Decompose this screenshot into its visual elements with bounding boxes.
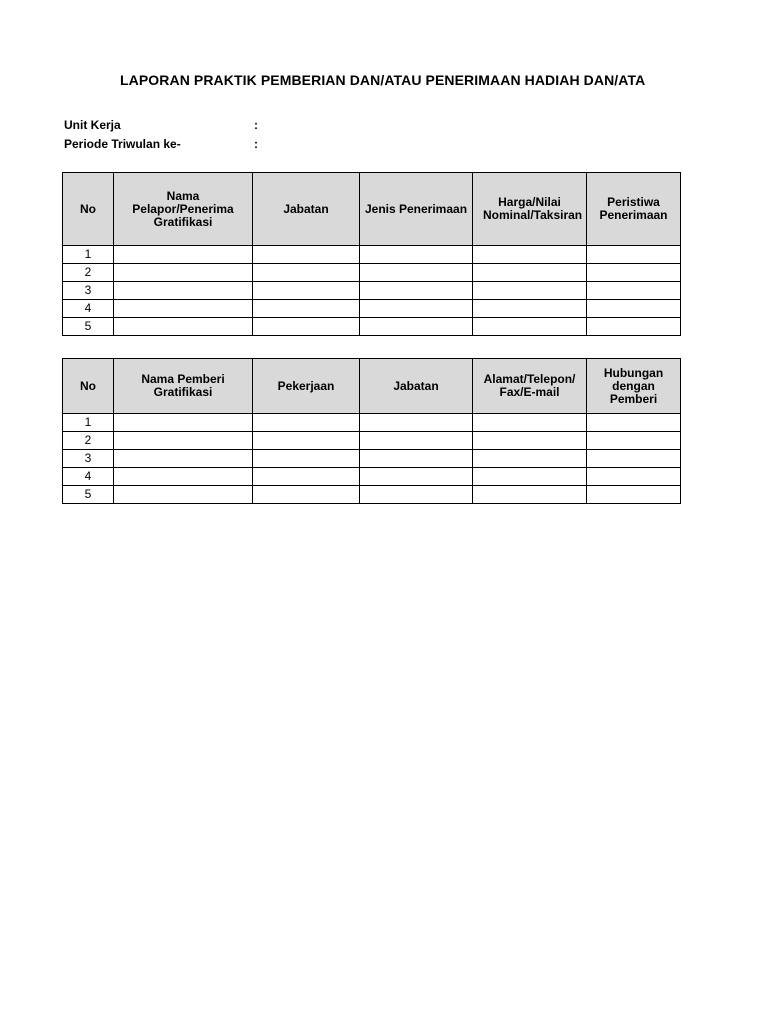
cell[interactable]: [360, 318, 473, 336]
cell[interactable]: [253, 432, 360, 450]
col-header-pekerjaan: Pekerjaan: [253, 359, 360, 414]
col-header-jabatan: Jabatan: [360, 359, 473, 414]
cell[interactable]: [587, 282, 681, 300]
col-header-no: No: [63, 173, 114, 246]
cell[interactable]: [587, 246, 681, 264]
cell[interactable]: [253, 318, 360, 336]
cell[interactable]: [360, 300, 473, 318]
cell[interactable]: [114, 282, 253, 300]
cell[interactable]: [360, 432, 473, 450]
col-header-harga-nilai: Harga/Nilai Nominal/Taksiran: [473, 173, 587, 246]
cell[interactable]: [360, 264, 473, 282]
table-row: [63, 432, 681, 450]
cell[interactable]: [473, 414, 587, 432]
cell[interactable]: [587, 414, 681, 432]
cell[interactable]: [253, 414, 360, 432]
row-number: 5: [63, 318, 114, 336]
cell[interactable]: [360, 486, 473, 504]
field-colon: :: [254, 118, 258, 132]
table-row: [63, 414, 681, 432]
cell[interactable]: [360, 282, 473, 300]
cell[interactable]: [473, 282, 587, 300]
cell[interactable]: [114, 318, 253, 336]
table-header-row: [63, 359, 681, 414]
cell[interactable]: [114, 468, 253, 486]
cell[interactable]: [473, 468, 587, 486]
table-row: [63, 300, 681, 318]
cell[interactable]: [253, 300, 360, 318]
cell[interactable]: [473, 246, 587, 264]
cell[interactable]: [587, 318, 681, 336]
cell[interactable]: [253, 264, 360, 282]
cell[interactable]: [253, 450, 360, 468]
col-header-nama-pemberi: Nama Pemberi Gratifikasi: [114, 359, 253, 414]
table-row: [63, 246, 681, 264]
field-unit-kerja: [64, 118, 258, 132]
row-number: 4: [63, 468, 114, 486]
cell[interactable]: [587, 264, 681, 282]
col-header-peristiwa: Peristiwa Penerimaan: [587, 173, 681, 246]
cell[interactable]: [253, 468, 360, 486]
cell[interactable]: [114, 486, 253, 504]
col-header-no: No: [63, 359, 114, 414]
table-row: [63, 468, 681, 486]
cell[interactable]: [587, 432, 681, 450]
cell[interactable]: [114, 432, 253, 450]
cell[interactable]: [473, 318, 587, 336]
cell[interactable]: [473, 486, 587, 504]
cell[interactable]: [253, 486, 360, 504]
row-number: 3: [63, 282, 114, 300]
cell[interactable]: [360, 246, 473, 264]
col-header-alamat-telepon: Alamat/Telepon/ Fax/E-mail: [473, 359, 587, 414]
cell[interactable]: [114, 450, 253, 468]
cell[interactable]: [473, 264, 587, 282]
col-header-hubungan: Hubungan dengan Pemberi: [587, 359, 681, 414]
cell[interactable]: [473, 300, 587, 318]
field-periode-triwulan: [64, 137, 258, 151]
field-colon: :: [254, 137, 258, 151]
table-row: [63, 450, 681, 468]
cell[interactable]: [473, 432, 587, 450]
cell[interactable]: [587, 486, 681, 504]
cell[interactable]: [114, 264, 253, 282]
row-number: 3: [63, 450, 114, 468]
cell[interactable]: [114, 300, 253, 318]
row-number: 2: [63, 264, 114, 282]
col-header-jabatan: Jabatan: [253, 173, 360, 246]
field-label: Unit Kerja: [64, 118, 121, 132]
recipient-table: [62, 172, 681, 336]
col-header-nama-pelapor: Nama Pelapor/Penerima Gratifikasi: [114, 173, 253, 246]
cell[interactable]: [360, 450, 473, 468]
giver-table: [62, 358, 681, 504]
cell[interactable]: [360, 468, 473, 486]
field-label: Periode Triwulan ke-: [64, 137, 181, 151]
row-number: 1: [63, 414, 114, 432]
cell[interactable]: [360, 414, 473, 432]
row-number: 2: [63, 432, 114, 450]
table-header-row: [63, 173, 681, 246]
table-row: [63, 282, 681, 300]
table-row: [63, 486, 681, 504]
table-row: [63, 318, 681, 336]
cell[interactable]: [587, 468, 681, 486]
cell[interactable]: [473, 450, 587, 468]
row-number: 4: [63, 300, 114, 318]
table-row: [63, 264, 681, 282]
row-number: 5: [63, 486, 114, 504]
col-header-jenis-penerimaan: Jenis Penerimaan: [360, 173, 473, 246]
cell[interactable]: [114, 414, 253, 432]
cell[interactable]: [114, 246, 253, 264]
cell[interactable]: [587, 450, 681, 468]
row-number: 1: [63, 246, 114, 264]
cell[interactable]: [587, 300, 681, 318]
cell[interactable]: [253, 282, 360, 300]
cell[interactable]: [253, 246, 360, 264]
report-title: LAPORAN PRAKTIK PEMBERIAN DAN/ATAU PENERIMAAN HADIAH DAN/ATA: [120, 72, 646, 88]
